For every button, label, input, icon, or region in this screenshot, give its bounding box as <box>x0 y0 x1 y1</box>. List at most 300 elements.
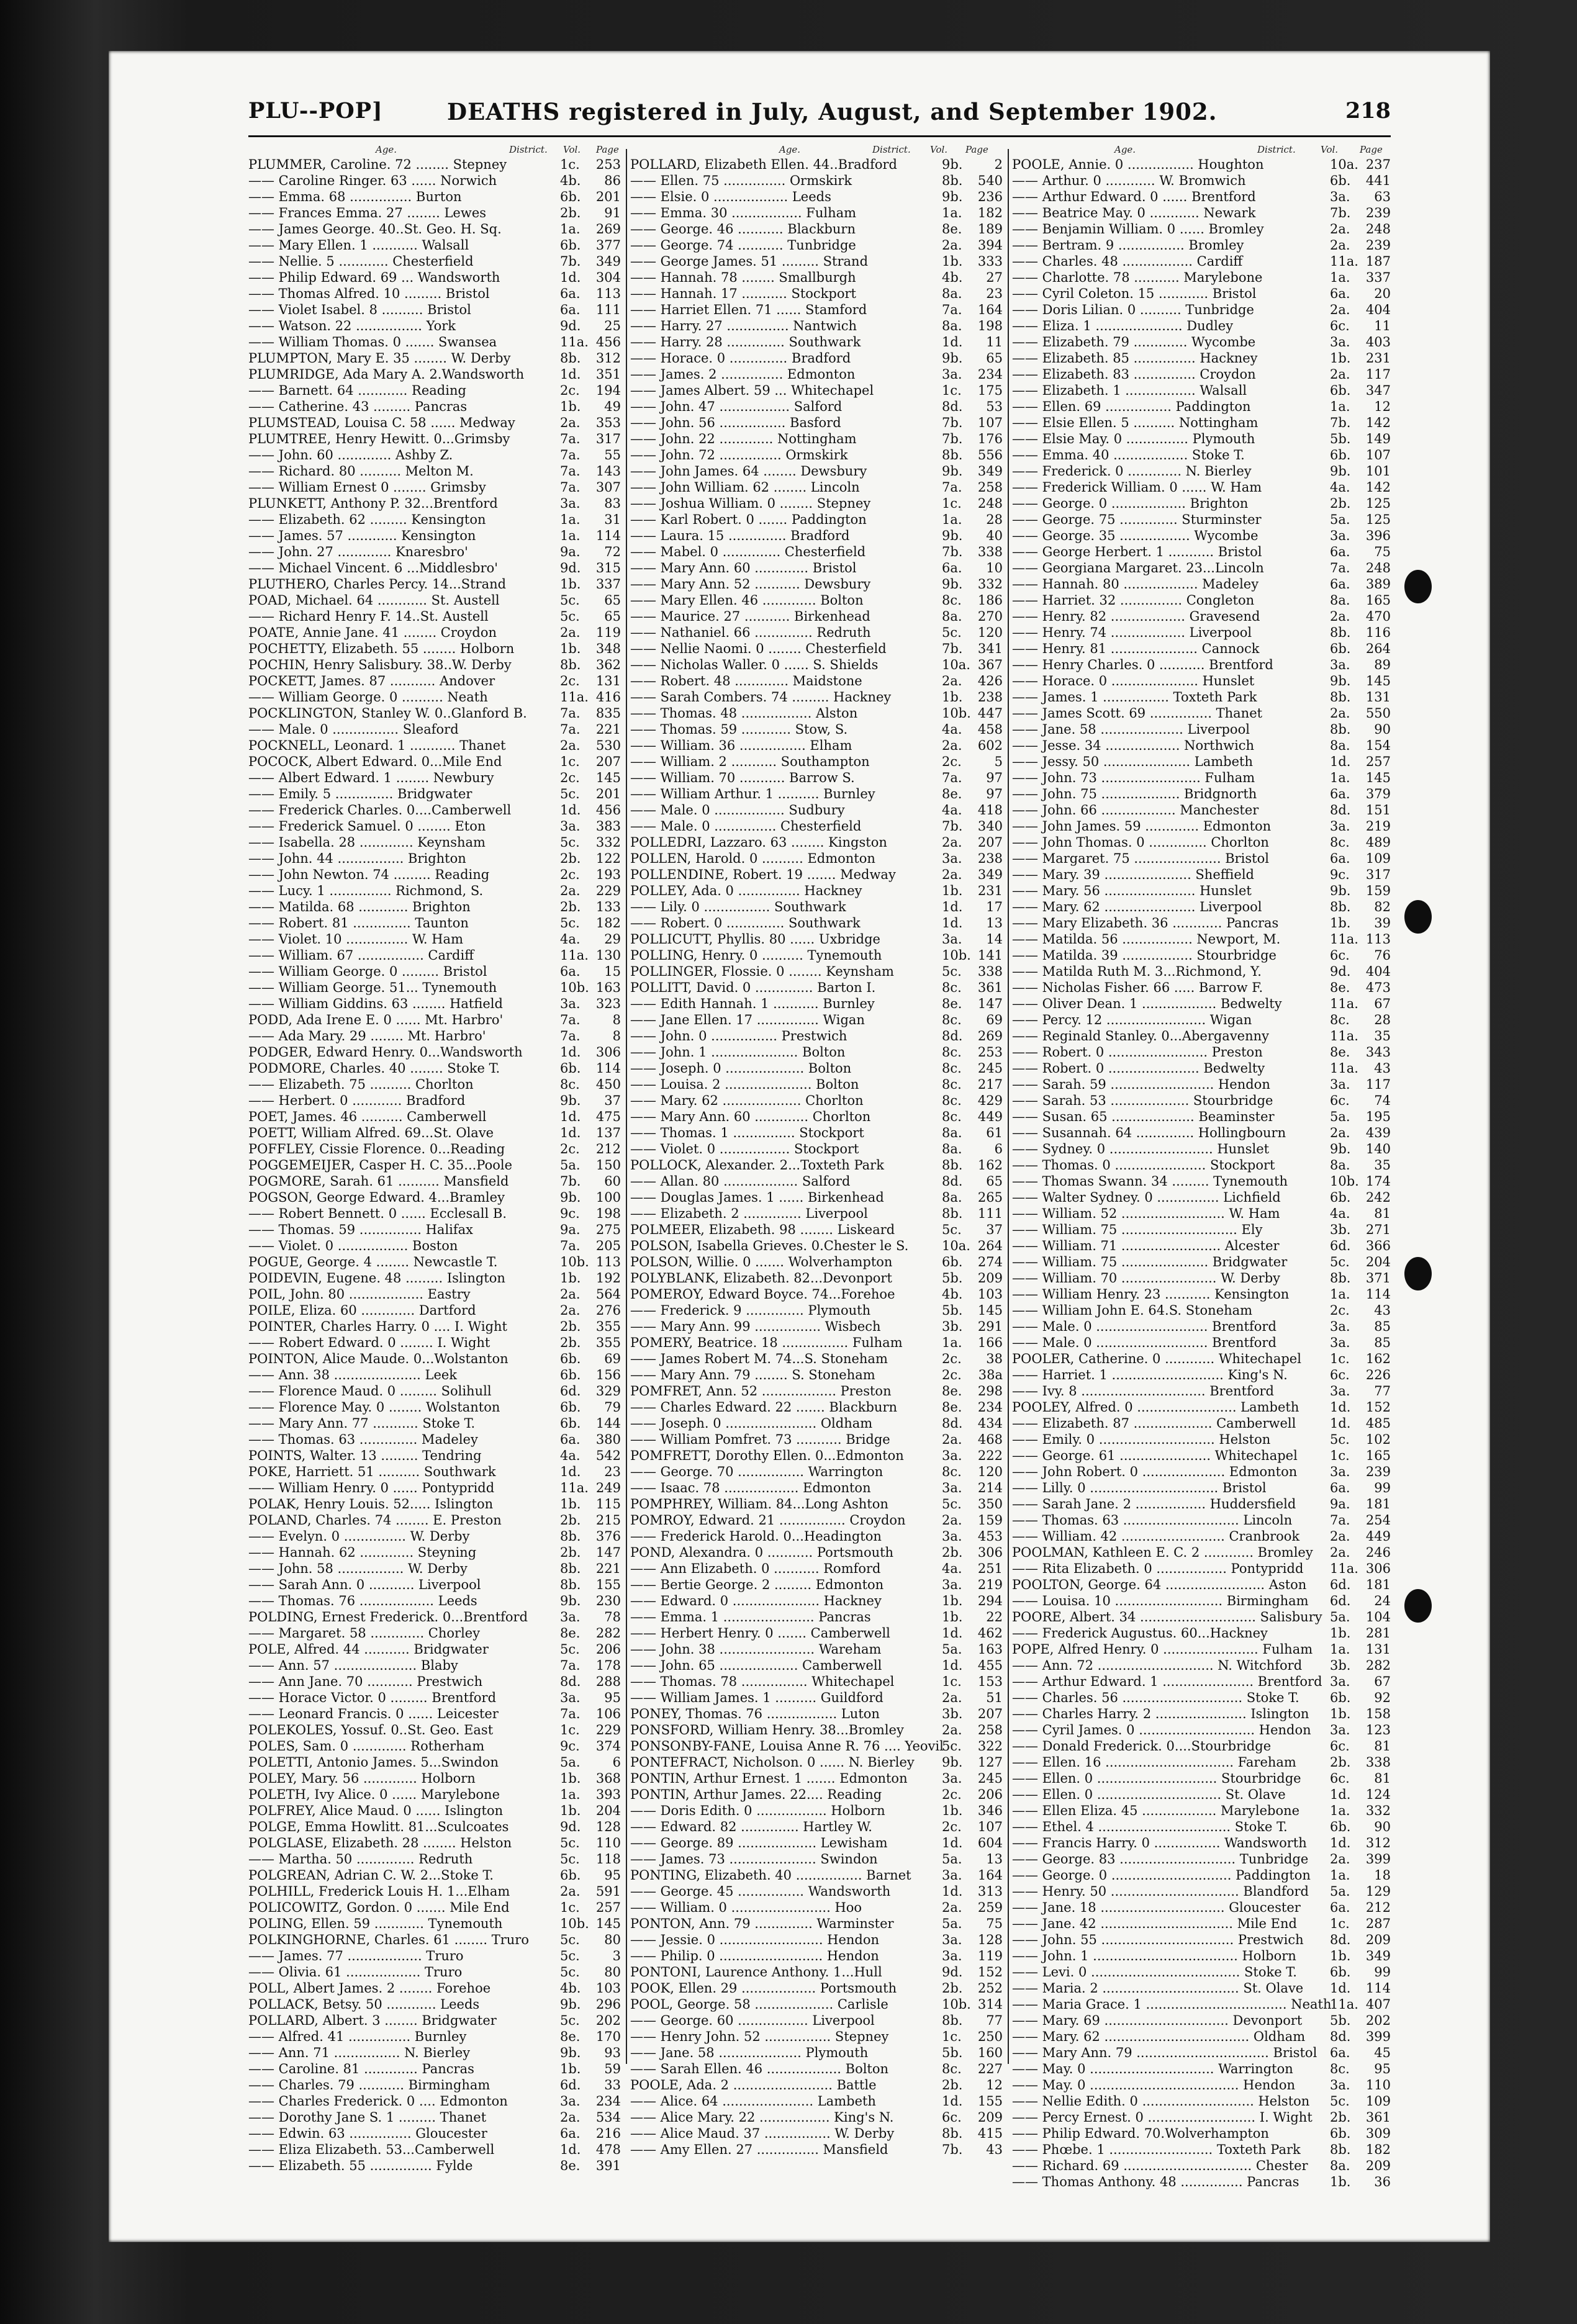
entry-volume: 3a. <box>1330 1077 1350 1092</box>
entry-page: 128 <box>595 1819 621 1834</box>
entry-volume: 1b. <box>942 1610 963 1624</box>
entry-volume: 7b. <box>942 641 963 656</box>
register-entry <box>1012 1964 1391 1980</box>
entry-name-district: POLLACK, Betsy. 50 ............ Leeds <box>248 1997 480 2012</box>
entry-page: 65 <box>604 593 621 608</box>
register-entry <box>630 1222 1003 1238</box>
entry-page: 379 <box>1365 786 1391 801</box>
entry-volume: 7a. <box>560 722 581 737</box>
register-entry <box>630 1851 1003 1867</box>
entry-name-district: —— Robert Bennett. 0 ...... Ecclesall B. <box>248 1206 507 1221</box>
entry-name-district: —— Elsie Ellen. 5 .......... Nottingham <box>1012 415 1258 430</box>
entry-volume: 4a. <box>942 803 962 817</box>
register-entry <box>630 1899 1003 1916</box>
entry-volume: 6a. <box>560 286 581 301</box>
entry-name-district: —— James. 73 ..................... Swindon <box>630 1852 878 1867</box>
entry-volume: 1b. <box>560 399 581 414</box>
entry-page: 142 <box>1365 480 1391 495</box>
entry-page: 259 <box>977 1900 1003 1915</box>
register-entry <box>1012 1157 1391 1173</box>
entry-volume: 3a. <box>942 367 962 382</box>
entry-volume: 7a. <box>1330 1513 1350 1528</box>
entry-name-district: —— John Robert. 0 .................... Edmonton <box>1012 1464 1298 1479</box>
entry-page: 355 <box>595 1335 621 1350</box>
entry-name-district: —— George. 60 ................. Liverpool <box>630 2013 875 2028</box>
entry-volume: 7a. <box>560 1706 581 1721</box>
register-entry <box>630 350 1003 366</box>
register-entry <box>248 528 621 544</box>
entry-volume: 2a. <box>1330 1545 1350 1560</box>
entry-page: 447 <box>977 706 1003 721</box>
entry-page: 3 <box>612 1948 621 1963</box>
entry-volume: 2c. <box>942 1351 962 1366</box>
entry-name-district: —— Mary Ann. 52 ........... Dewsbury <box>630 577 871 592</box>
register-entry <box>630 366 1003 382</box>
entry-name-district: —— Margaret. 58 ............. Chorley <box>248 1626 481 1641</box>
entry-name-district: —— Elizabeth. 2 .............. Liverpool <box>630 1206 868 1221</box>
register-entry <box>248 754 621 770</box>
entry-page: 40 <box>986 528 1003 543</box>
entry-page: 107 <box>977 415 1003 430</box>
register-entry <box>630 1980 1003 1996</box>
register-entry <box>248 1415 621 1431</box>
entry-page: 154 <box>1365 738 1391 753</box>
register-entry <box>1012 431 1391 447</box>
register-entry <box>630 1092 1003 1109</box>
entry-page: 17 <box>986 899 1003 914</box>
entry-name-district: PLUMMER, Caroline. 72 ........ Stepney <box>248 157 507 172</box>
entry-page: 97 <box>986 770 1003 785</box>
entry-volume: 8b. <box>942 448 963 462</box>
register-entry <box>248 2012 621 2029</box>
register-entry <box>630 447 1003 463</box>
entry-name-district: POCHETTY, Elizabeth. 55 ........ Holborn <box>248 641 515 656</box>
register-entry <box>630 382 1003 399</box>
register-entry <box>1012 737 1391 754</box>
entry-page: 198 <box>977 318 1003 333</box>
entry-page: 215 <box>595 1513 621 1528</box>
entry-name-district: —— William. 75 ..................... Bridgwater <box>1012 1254 1288 1269</box>
entry-page: 125 <box>1365 496 1391 511</box>
entry-volume: 1c. <box>560 157 580 172</box>
entry-volume: 2a. <box>560 1303 581 1318</box>
entry-volume: 9b. <box>942 1755 963 1770</box>
entry-volume: 8d. <box>942 1029 963 1043</box>
entry-volume: 7b. <box>942 431 963 446</box>
register-entry <box>630 915 1003 931</box>
entry-page: 202 <box>1365 2013 1391 2028</box>
entry-name-district: —— William James. 1 .......... Guildford <box>630 1690 883 1705</box>
entry-volume: 8d. <box>942 1174 963 1189</box>
entry-volume: 6c. <box>942 2110 962 2125</box>
entry-name-district: —— Nicholas Waller. 0 ...... S. Shields <box>630 657 879 672</box>
entry-name-district: —— Alfred. 41 ............... Burnley <box>248 2029 467 2044</box>
entry-volume: 5c. <box>560 1965 580 1979</box>
entry-name-district: —— Thomas. 1 ............... Stockport <box>630 1125 864 1140</box>
register-entry <box>248 1561 621 1577</box>
register-entry <box>1012 834 1391 850</box>
page-header <box>248 92 1391 135</box>
entry-page: 20 <box>1374 286 1391 301</box>
entry-name-district: —— Mary. 56 ...................... Hunslet <box>1012 883 1252 898</box>
register-entry <box>630 1012 1003 1028</box>
register-entry <box>630 705 1003 721</box>
register-entry <box>248 1819 621 1835</box>
register-entry <box>1012 689 1391 705</box>
entry-volume: 6b. <box>1330 1819 1351 1834</box>
entry-name-district: —— Herbert. 0 ............ Bradford <box>248 1093 466 1108</box>
entry-name-district: —— Jesse. 34 .................. Northwich <box>1012 738 1255 753</box>
entry-page: 104 <box>1365 1610 1391 1624</box>
entry-name-district: —— Oliver Dean. 1 .................. Bedwelty <box>1012 996 1282 1011</box>
entry-page: 12 <box>1374 399 1391 414</box>
entry-volume: 8c. <box>1330 1012 1350 1027</box>
register-entry <box>1012 1189 1391 1205</box>
register-entry <box>1012 1431 1391 1448</box>
entry-name-district: POLSON, Willie. 0 ....... Wolverhampton <box>630 1254 893 1269</box>
entry-name-district: PONTON, Ann. 79 .............. Warminster <box>630 1916 894 1931</box>
entry-page: 202 <box>595 2013 621 2028</box>
entry-page: 145 <box>977 1303 1003 1318</box>
register-entry <box>1012 269 1391 286</box>
entry-page: 248 <box>977 496 1003 511</box>
entry-page: 181 <box>1365 1577 1391 1592</box>
register-entry <box>248 269 621 286</box>
entry-volume: 8e. <box>560 2158 581 2173</box>
entry-page: 14 <box>986 932 1003 947</box>
entry-volume: 5c. <box>1330 2094 1350 2109</box>
entry-name-district: POMFRET, Ann. 52 .................. Preston <box>630 1384 892 1398</box>
entry-volume: 5c. <box>560 1932 580 1947</box>
register-entry <box>630 1706 1003 1722</box>
entry-volume: 2a. <box>942 1900 962 1915</box>
entry-name-district: POPE, Alfred Henry. 0 ....................... Fulham <box>1012 1642 1313 1657</box>
entry-name-district: PONTING, Elizabeth. 40 ................ Barnet <box>630 1868 911 1883</box>
entry-page: 333 <box>977 254 1003 269</box>
entry-volume: 3a. <box>942 932 962 947</box>
register-entry <box>630 463 1003 479</box>
entry-page: 206 <box>977 1787 1003 1802</box>
entry-name-district: —— William. 70 ........... Barrow S. <box>630 770 855 785</box>
entry-volume: 5c. <box>942 1497 962 1511</box>
entry-volume: 3a. <box>1330 2078 1350 2092</box>
entry-volume: 9b. <box>942 528 963 543</box>
entry-volume: 2a. <box>942 238 962 253</box>
entry-volume: 2b. <box>942 1545 963 1560</box>
entry-volume: 1a. <box>1330 1803 1350 1818</box>
register-entry <box>248 318 621 334</box>
entry-name-district: PONTIN, Arthur James. 22.... Reading <box>630 1787 882 1802</box>
entry-volume: 2c. <box>942 1367 962 1382</box>
entry-name-district: —— Emily. 5 .............. Bridgwater <box>248 786 472 801</box>
entry-volume: 1b. <box>560 641 581 656</box>
entry-volume: 1b. <box>560 1271 581 1286</box>
entry-volume: 8e. <box>942 1384 962 1398</box>
entry-volume: 8a. <box>942 1142 962 1156</box>
entry-page: 43 <box>986 2142 1003 2157</box>
entry-name-district: —— Thomas. 48 ................. Alston <box>630 706 858 721</box>
entry-page: 229 <box>595 883 621 898</box>
entry-page: 72 <box>604 544 621 559</box>
register-entry <box>248 931 621 947</box>
entry-page: 248 <box>1365 561 1391 575</box>
entry-name-district: —— William. 52 ......................... W. Ham <box>1012 1206 1280 1221</box>
entry-volume: 6a. <box>1330 286 1350 301</box>
entry-page: 80 <box>604 1932 621 1947</box>
register-entry <box>248 205 621 221</box>
entry-name-district: —— John. 60 ............. Ashby Z. <box>248 448 453 462</box>
register-entry <box>248 560 621 576</box>
register-entry <box>1012 350 1391 366</box>
register-entry <box>630 1786 1003 1803</box>
entry-name-district: —— Dorothy Jane S. 1 ......... Thanet <box>248 2110 487 2125</box>
entry-name-district: —— George Herbert. 1 ........... Bristol <box>1012 544 1262 559</box>
entry-page: 317 <box>1365 867 1391 882</box>
entry-page: 475 <box>595 1109 621 1124</box>
register-entry <box>1012 528 1391 544</box>
entry-volume: 5a. <box>1330 1109 1350 1124</box>
register-entry <box>248 1770 621 1786</box>
entry-page: 95 <box>604 1868 621 1883</box>
entry-page: 140 <box>1365 1142 1391 1156</box>
entry-page: 347 <box>1365 383 1391 398</box>
entry-volume: 2c. <box>560 770 580 785</box>
entry-name-district: PONSONBY-FANE, Louisa Anne R. 76 .... Yeovil <box>630 1739 944 1754</box>
entry-name-district: —— William. 36 ................ Elham <box>630 738 852 753</box>
entry-page: 116 <box>1365 625 1391 640</box>
entry-name-district: —— Henry. 74 .................. Liverpool <box>1012 625 1252 640</box>
register-entry <box>1012 447 1391 463</box>
register-entry <box>248 1593 621 1609</box>
entry-name-district: POLMEER, Elizabeth. 98 ........ Liskeard <box>630 1222 895 1237</box>
register-entry <box>248 1657 621 1673</box>
entry-name-district: POMFRETT, Dorothy Ellen. 0...Edmonton <box>630 1448 904 1463</box>
entry-volume: 9c. <box>1330 867 1350 882</box>
register-entry <box>1012 1738 1391 1754</box>
entry-volume: 11a. <box>1330 1061 1358 1076</box>
entry-page: 85 <box>1374 1335 1391 1350</box>
entry-name-district: —— Sarah Ellen. 46 .................. Bolton <box>630 2061 889 2076</box>
register-entry <box>1012 1351 1391 1367</box>
entry-name-district: —— Caroline Ringer. 63 ...... Norwich <box>248 173 497 188</box>
register-entry <box>1012 237 1391 253</box>
entry-volume: 7a. <box>560 431 581 446</box>
entry-volume: 8c. <box>942 1093 962 1108</box>
entry-name-district: POINTS, Walter. 13 ......... Tendring <box>248 1448 482 1463</box>
entry-page: 245 <box>977 1061 1003 1076</box>
register-entry <box>630 899 1003 915</box>
register-entry <box>248 2029 621 2045</box>
entry-name-district: —— William George. 0 ......... Bristol <box>248 964 487 979</box>
register-entry <box>630 1448 1003 1464</box>
entry-name-district: —— Ethel. 4 ................................ Stoke T. <box>1012 1819 1288 1834</box>
entry-name-district: PLUNKETT, Anthony P. 32...Brentford <box>248 496 498 511</box>
register-entry <box>630 1367 1003 1383</box>
entry-volume: 9d. <box>560 561 581 575</box>
entry-page: 81 <box>1374 1206 1391 1221</box>
entry-page: 209 <box>977 1271 1003 1286</box>
register-entry <box>248 1964 621 1980</box>
entry-name-district: —— William. 0 ........................ Hoo <box>630 1900 862 1915</box>
register-entry <box>248 1996 621 2012</box>
entry-name-district: —— Frederick William. 0 ...... W. Ham <box>1012 480 1262 495</box>
entry-page: 113 <box>595 1254 621 1269</box>
entry-volume: 6d. <box>560 1384 581 1398</box>
entry-volume: 1d. <box>942 1658 963 1673</box>
entry-page: 298 <box>977 1384 1003 1398</box>
register-entry <box>1012 1803 1391 1819</box>
entry-name-district: —— Henry John. 52 ................ Stepney <box>630 2029 889 2044</box>
entry-name-district: —— Lilly. 0 ............................... Bristol <box>1012 1480 1267 1495</box>
entry-name-district: —— Charles Frederick. 0 .... Edmonton <box>248 2094 508 2109</box>
vol-heading: Vol. <box>1321 144 1339 155</box>
register-entry <box>1012 1448 1391 1464</box>
register-entry <box>1012 1496 1391 1512</box>
entry-volume: 5c. <box>560 2013 580 2028</box>
register-entry <box>1012 1528 1391 1544</box>
entry-name-district: —— William Giddins. 63 ........ Hatfield <box>248 996 503 1011</box>
entry-name-district: —— Georgiana Margaret. 23...Lincoln <box>1012 561 1264 575</box>
entry-volume: 11a. <box>1330 1997 1358 2012</box>
entry-volume: 8e. <box>1330 980 1350 995</box>
entry-page: 307 <box>595 480 621 495</box>
entry-volume: 5c. <box>560 1948 580 1963</box>
entry-name-district: POGMORE, Sarah. 61 .......... Mansfield <box>248 1174 509 1189</box>
register-entry <box>1012 2012 1391 2029</box>
entry-volume: 8b. <box>560 1529 581 1544</box>
entry-page: 556 <box>977 448 1003 462</box>
entry-volume: 9c. <box>560 1739 580 1754</box>
entry-page: 291 <box>977 1319 1003 1334</box>
register-entry <box>248 447 621 463</box>
register-entry <box>1012 2174 1391 2190</box>
register-entry <box>1012 1270 1391 1286</box>
entry-name-district: POLICOWITZ, Gordon. 0 ....... Mile End <box>248 1900 510 1915</box>
register-entry <box>248 1351 621 1367</box>
entry-volume: 10b. <box>560 1254 589 1269</box>
entry-name-district: POLETTI, Antonio James. 5...Swindon <box>248 1755 499 1770</box>
entry-volume: 2a. <box>942 1690 962 1705</box>
entry-volume: 7b. <box>560 1174 581 1189</box>
entry-name-district: —— Edith Hannah. 1 ........... Burnley <box>630 996 875 1011</box>
entry-page: 349 <box>977 464 1003 479</box>
entry-page: 222 <box>977 1448 1003 1463</box>
register-entry <box>1012 1980 1391 1996</box>
register-entry <box>248 1899 621 1916</box>
entry-volume: 8d. <box>1330 803 1351 817</box>
entry-volume: 2a. <box>942 1723 962 1737</box>
entry-name-district: POIDEVIN, Eugene. 48 ......... Islington <box>248 1271 505 1286</box>
register-entry <box>248 996 621 1012</box>
entry-name-district: —— Henry. 82 .................. Gravesend <box>1012 609 1260 624</box>
register-entry <box>630 1932 1003 1948</box>
entry-page: 29 <box>604 932 621 947</box>
entry-page: 332 <box>1365 1803 1391 1818</box>
entry-page: 340 <box>977 819 1003 834</box>
entry-page: 441 <box>1365 173 1391 188</box>
entry-volume: 1b. <box>942 1803 963 1818</box>
register-entry <box>630 1464 1003 1480</box>
entry-volume: 7a. <box>560 480 581 495</box>
entry-volume: 8c. <box>942 1109 962 1124</box>
entry-name-district: PLUTHERO, Charles Percy. 14...Strand <box>248 577 507 592</box>
entry-page: 415 <box>977 2126 1003 2141</box>
entry-name-district: —— Robert. 81 .............. Taunton <box>248 916 469 930</box>
register-entry <box>630 1512 1003 1528</box>
entry-page: 207 <box>595 754 621 769</box>
district-heading: District. <box>1257 144 1296 155</box>
entry-name-district: POOK, Ellen. 29 .................. Portsmouth <box>630 1981 897 1996</box>
entry-page: 485 <box>1365 1416 1391 1431</box>
register-entry <box>630 624 1003 641</box>
entry-page: 97 <box>986 786 1003 801</box>
entry-page: 81 <box>1374 1739 1391 1754</box>
entry-page: 206 <box>595 1642 621 1657</box>
surname-range: PLU--POP] <box>248 98 383 124</box>
entry-name-district: —— Nathaniel. 66 .............. Redruth <box>630 625 871 640</box>
entry-volume: 2a. <box>560 883 581 898</box>
register-entry <box>630 641 1003 657</box>
register-entry <box>1012 1883 1391 1899</box>
entry-name-district: —— Maria. 2 ................................. St. Olave <box>1012 1981 1304 1996</box>
register-entry <box>1012 1399 1391 1415</box>
entry-volume: 6d. <box>560 2078 581 2092</box>
entry-volume: 8a. <box>1330 593 1350 608</box>
entry-page: 341 <box>977 641 1003 656</box>
entry-page: 368 <box>595 1771 621 1786</box>
entry-volume: 2a. <box>1330 706 1350 721</box>
register-entry <box>248 334 621 350</box>
entry-volume: 3a. <box>1330 189 1350 204</box>
entry-name-district: PLUMRIDGE, Ada Mary A. 2.Wandsworth <box>248 367 525 382</box>
entry-volume: 6d. <box>1330 1593 1351 1608</box>
entry-page: 294 <box>977 1593 1003 1608</box>
entry-volume: 1d. <box>942 2094 963 2109</box>
entry-volume: 2b. <box>1330 496 1351 511</box>
register-entry <box>1012 1092 1391 1109</box>
entry-volume: 1c. <box>942 1674 962 1689</box>
entry-name-district: —— William. 2 ........... Southampton <box>630 754 870 769</box>
entry-volume: 1a. <box>1330 270 1350 285</box>
entry-page: 23 <box>604 1464 621 1479</box>
entry-volume: 11a. <box>1330 1029 1358 1043</box>
entry-name-district: —— Frederick Samuel. 0 ........ Eton <box>248 819 486 834</box>
entry-name-district: POLLEN, Harold. 0 .......... Edmonton <box>630 851 875 866</box>
entry-name-district: —— Susan. 65 .................... Beaminster <box>1012 1109 1275 1124</box>
entry-volume: 8a. <box>1330 2158 1350 2173</box>
entry-page: 109 <box>1365 2094 1391 2109</box>
entry-page: 209 <box>1365 1932 1391 1947</box>
entry-page: 36 <box>1374 2174 1391 2189</box>
entry-name-district: —— Arthur Edward. 0 ...... Brentford <box>1012 189 1256 204</box>
register-entry <box>248 1609 621 1625</box>
register-entry <box>630 963 1003 980</box>
entry-volume: 2c. <box>942 754 962 769</box>
entry-name-district: —— Frederick Harold. 0...Headington <box>630 1529 882 1544</box>
entry-name-district: —— James George. 40..St. Geo. H. Sq. <box>248 222 502 236</box>
entry-name-district: POLKINGHORNE, Charles. 61 ........ Truro <box>248 1932 529 1947</box>
entry-volume: 2b. <box>560 1335 581 1350</box>
entry-name-district: —— Robert. 0 ...................... Bedwelty <box>1012 1061 1265 1076</box>
entry-name-district: POINTON, Alice Maude. 0...Wolstanton <box>248 1351 508 1366</box>
entry-page: 239 <box>1365 1464 1391 1479</box>
entry-volume: 5a. <box>942 1916 962 1931</box>
entry-volume: 6a. <box>942 561 962 575</box>
entry-name-district: —— George. 61 ...................... Whitechapel <box>1012 1448 1298 1463</box>
register-entry <box>1012 415 1391 431</box>
register-entry <box>1012 1819 1391 1835</box>
entry-name-district: —— Mary. 69 .............................. Devonport <box>1012 2013 1303 2028</box>
